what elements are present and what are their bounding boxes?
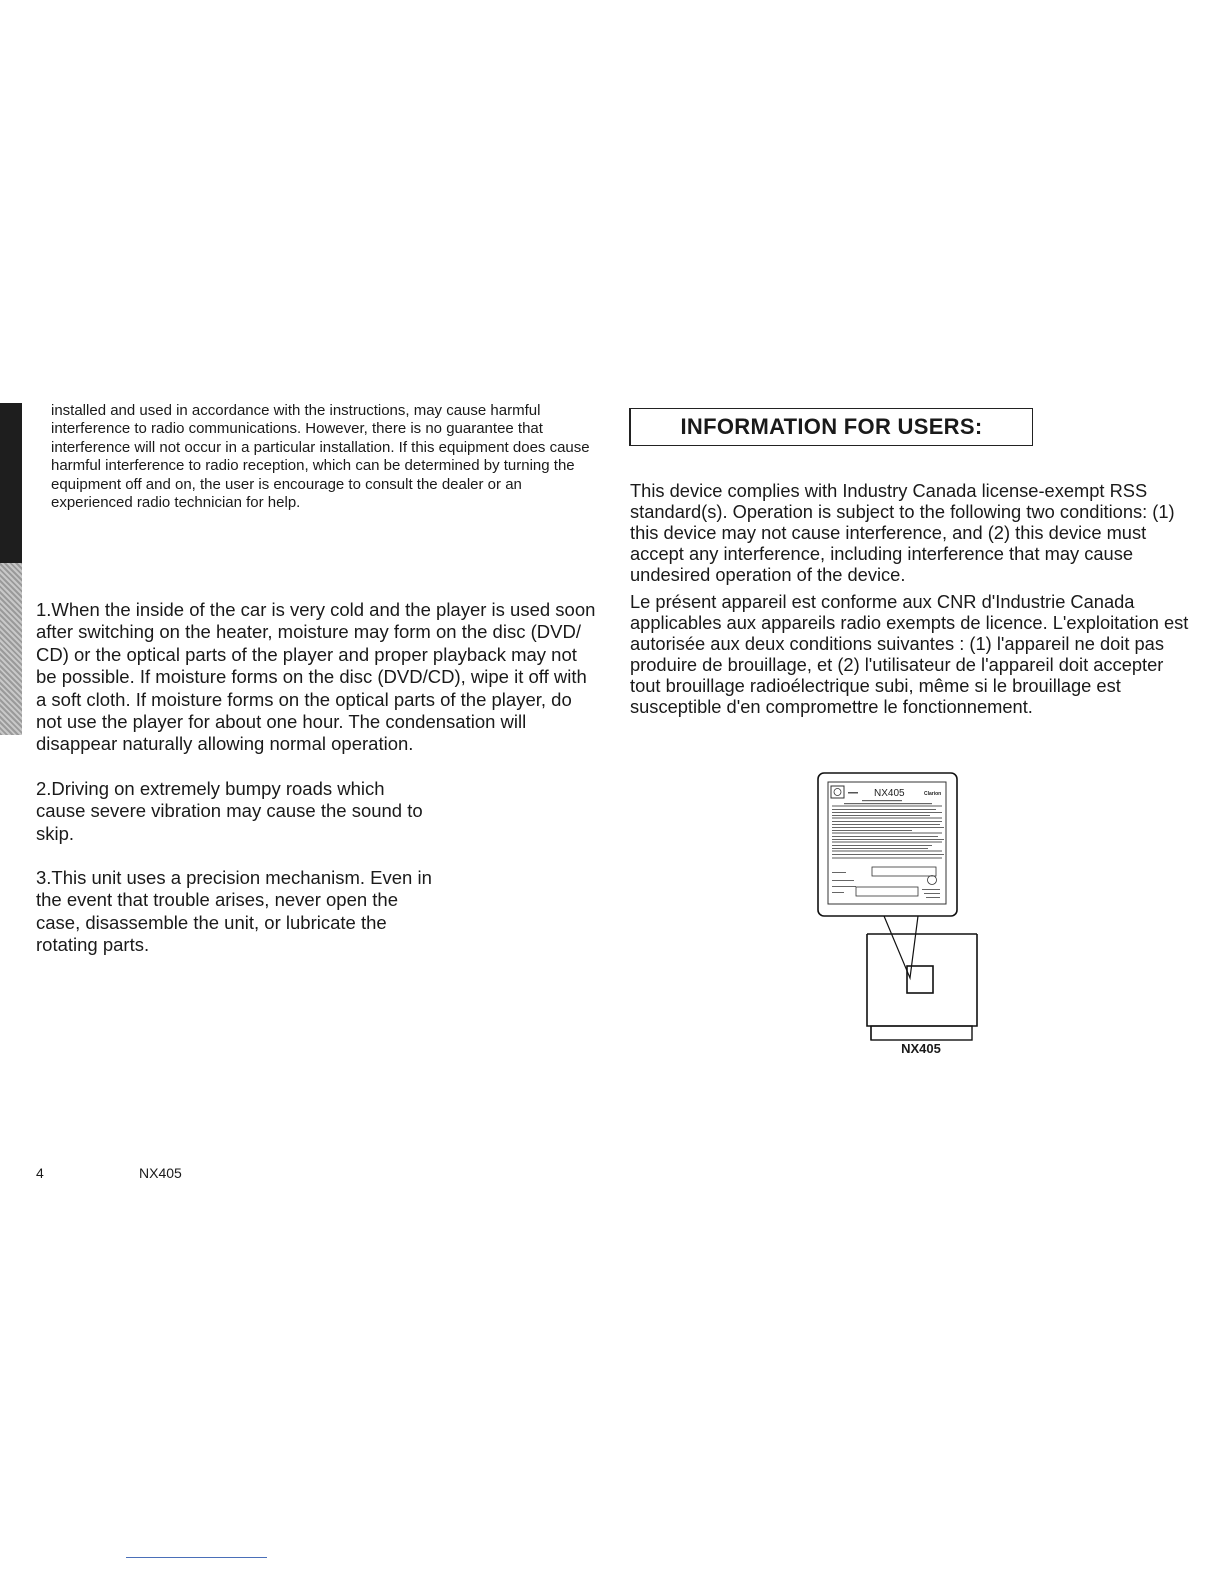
- footer-model: NX405: [139, 1165, 182, 1181]
- section-tab-marker: [0, 403, 22, 563]
- product-label-illustration: [818, 773, 957, 916]
- note-precision-mechanism: 3.This unit uses a precision mechanism. Even in the event that trouble arises, never open the case, disassemble the unit, or lubricate the rotating parts.: [36, 867, 432, 956]
- label-model-text: NX405: [874, 788, 905, 799]
- diagram-caption: NX405: [901, 1041, 941, 1056]
- industry-canada-en: This device complies with Industry Canada license-exempt RSS standard(s). Operation is subject to the following two conditions: (1) this device may not cause interference, and (2) this device must accept any interference, including interference that may cause undesired operation of the device.: [630, 480, 1175, 585]
- section-tab-shading: [0, 563, 22, 735]
- note-condensation: 1.When the inside of the car is very cold and the player is used soon after switching on the heater, moisture may form on the disc (DVD/ CD) or the optical parts of the player and proper playback may not be possible. If moisture forms on the disc (DVD/CD), wipe it off with a soft cloth. If moisture forms on the optical parts of the player, do not use the player for about one hour. The condensation will disappear naturally allowing normal operation.: [36, 599, 596, 755]
- page-number: 4: [36, 1165, 44, 1181]
- fcc-statement: installed and used in accordance with the instructions, may cause harmful interference to radio communications. However, there is no guarantee that interference will not occur in a particular installation. If this equipment does cause harmful interference to radio reception, which can be determined by turning the equipment off and on, the user is encourage to consult the dealer or an experienced radio technician for help.: [51, 402, 590, 512]
- label-location-diagram: [810, 770, 990, 1070]
- industry-canada-fr: Le présent appareil est conforme aux CNR d'Industrie Canada applicables aux appareils radio exempts de licence. L'exploitation est autorisée aux deux conditions suivantes : (1) l'appareil ne doit pas produire de brouillage, et (2) l'utilisateur de l'appareil doit accepter tout brouillage radioélectrique subi, même si le brouillage est susceptible d'en compromettre le fonctionnement.: [630, 591, 1189, 717]
- unit-illustration: [867, 916, 977, 1040]
- info-heading-box: [629, 408, 1033, 446]
- label-brand-text: Clarion: [924, 791, 942, 797]
- info-heading: INFORMATION FOR USERS:: [680, 414, 983, 439]
- note-vibration: 2.Driving on extremely bumpy roads which cause severe vibration may cause the sound to skip.: [36, 778, 423, 844]
- bottom-rule: [126, 1557, 267, 1558]
